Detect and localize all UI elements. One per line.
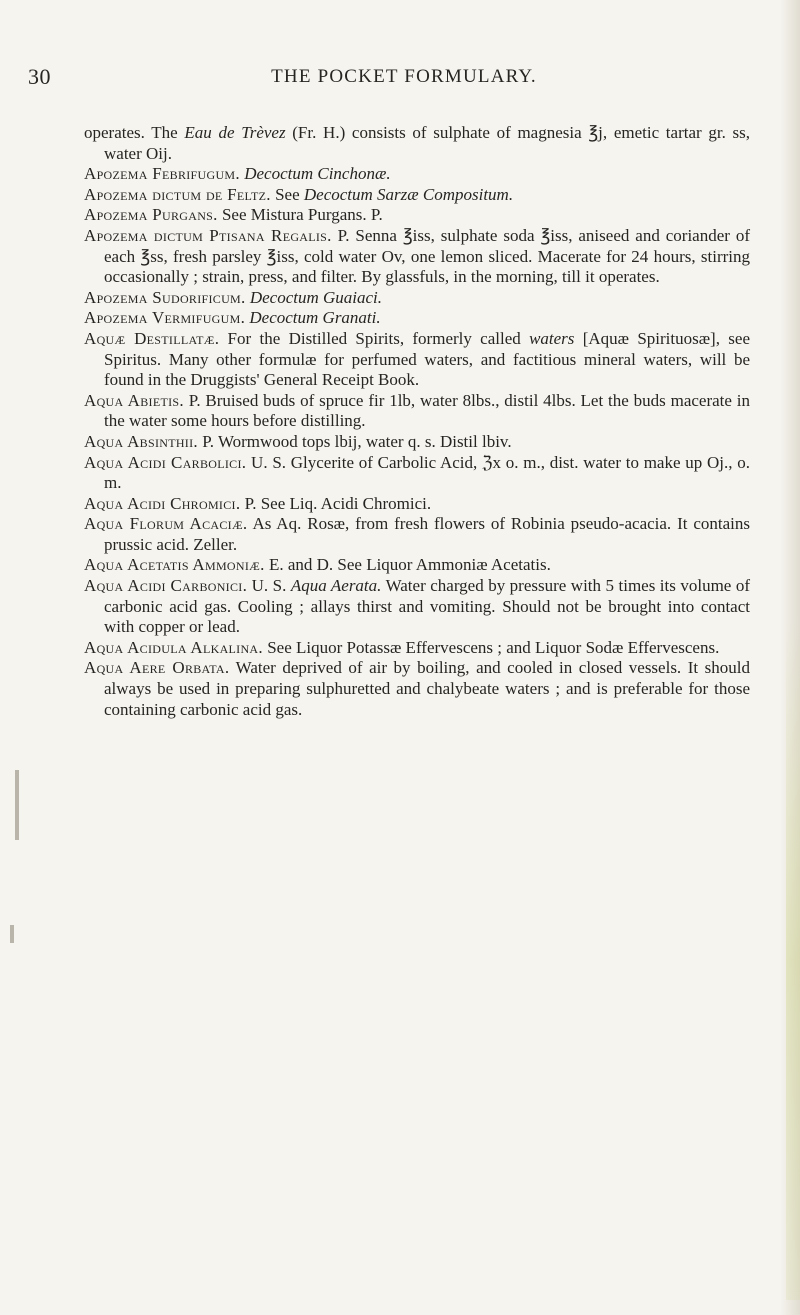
entry-tail: Water charged by pressure with 5 times its volume of carbonic acid gas. Cooling ; allays thirst and vomiting. Should not be brought into contact with copper or lead. xyxy=(104,576,750,637)
entry-text: See Mistura Purgans. P. xyxy=(217,205,383,225)
running-title: THE POCKET FORMULARY. xyxy=(271,66,537,87)
entry-text: E. and D. See Liquor Ammoniæ Acetatis. xyxy=(264,555,551,575)
entry-text: P. Senna ℥iss, sulphate soda ℥iss, aniseed and coriander of each ℥ss, fresh parsley ℥iss, cold water Ov, one lemon sliced. Macerate for 24 hours, stirring occasionally ; strain, press, and filter. By glassfuls, in the morning, till it operates. xyxy=(104,225,751,287)
entry-aqua-florum-acaciae xyxy=(84,514,750,555)
entry-italic: Decoctum Granati. xyxy=(249,308,381,328)
entry-headword: Aquæ Destillatæ. xyxy=(84,328,220,348)
entry-italic: waters xyxy=(529,328,575,348)
entry-text: U. S. Glycerite of Carbolic Acid, ℨx o. m., dist. water to make up Oj., o. m. xyxy=(104,452,750,493)
entry-aqua-acidula-alkalina xyxy=(84,638,750,659)
entry-headword: Aqua Aere Orbata. xyxy=(84,658,230,678)
entry-text: U. S. xyxy=(247,576,291,596)
entry-headword: Apozema dictum Ptisana Regalis. xyxy=(84,225,332,245)
entry-headword: Aqua Florum Acaciæ. xyxy=(84,514,248,534)
formulary-text xyxy=(84,123,750,720)
entry-headword: Aqua Acidi Chromici. xyxy=(84,493,241,513)
entry-headword: Apozema dictum de Feltz. xyxy=(84,184,271,204)
entry-headword: Aqua Abietis. xyxy=(84,390,184,410)
entry-headword: Aqua Acidula Alkalina. xyxy=(84,637,263,657)
page-edge-stain xyxy=(786,620,800,1300)
entry-headword: Apozema Purgans. xyxy=(84,205,218,225)
entry-text: P. Bruised buds of spruce fir 1lb, water 8lbs., distil 4lbs. Let the buds macerate in the water some hours before distilling. xyxy=(104,390,750,431)
entry-text: P. See Liq. Acidi Chromici. xyxy=(240,493,432,513)
entry-aqua-aere-orbata xyxy=(84,658,750,720)
entry-apozema-vermifugum xyxy=(84,308,750,329)
entry-headword: Aqua Acetatis Ammoniæ. xyxy=(84,555,265,575)
entry-italic: Decoctum Sarzæ Compositum. xyxy=(303,184,514,204)
entry-headword: Apozema Febrifugum. xyxy=(84,164,240,184)
entry-aqua-acidi-carbolici xyxy=(84,453,750,494)
entry-tail: (Fr. H.) consists of sulphate of magnesia ℥j, emetic tartar gr. ss, water Oij. xyxy=(104,123,750,163)
margin-mark xyxy=(15,770,19,840)
entry-text: See Liquor Potassæ Effervescens ; and Liquor Sodæ Effervescens. xyxy=(262,637,720,657)
entry-apozema-purgans xyxy=(84,205,750,226)
entry-tail: [Aquæ Spirituosæ], see Spiritus. Many other formulæ for perfumed waters, and factitious mineral waters, will be found in the Druggists' General Receipt Book. xyxy=(104,328,750,390)
entry-aqua-acidi-carbonici xyxy=(84,576,750,638)
entry-apozema-ptisana-regalis xyxy=(84,226,750,288)
entry-italic: Decoctum Cinchonæ. xyxy=(244,164,391,184)
entry-text: For the Distilled Spirits, formerly called xyxy=(219,328,530,348)
margin-mark xyxy=(10,925,14,943)
entry-headword: Apozema Sudorificum. xyxy=(84,287,246,307)
entry-aquae-destillatae xyxy=(84,329,750,391)
entry-headword: Aqua Acidi Carbolici. xyxy=(84,452,247,472)
entry-headword: Apozema Vermifugum. xyxy=(84,308,246,328)
entry-aqua-abietis xyxy=(84,391,750,432)
entry-text: P. Wormwood tops lbij, water q. s. Distil lbiv. xyxy=(197,431,512,451)
entry-eau-de-treves xyxy=(84,123,750,164)
entry-italic: Eau de Trèvez xyxy=(184,123,286,142)
entry-apozema-febrifugum xyxy=(84,164,750,185)
running-header xyxy=(28,64,740,94)
entry-italic: Decoctum Guaiaci. xyxy=(249,287,383,307)
entry-aqua-absinthii xyxy=(84,432,750,453)
entry-italic: Aqua Aerata. xyxy=(290,576,382,596)
entry-apozema-de-feltz xyxy=(84,185,750,206)
page-number: 30 xyxy=(28,64,51,89)
entry-text: Water deprived of air by boiling, and cooled in closed vessels. It should always be used in preparing sulphuretted and chalybeate waters ; and is preferable for those containing carbonic acid gas. xyxy=(104,658,750,719)
entry-text: operates. The xyxy=(84,123,185,142)
entry-headword: Aqua Absinthii. xyxy=(84,431,198,451)
entry-headword: Aqua Acidi Carbonici. xyxy=(84,576,248,596)
entry-aqua-acetatis-ammoniae xyxy=(84,555,750,576)
entry-aqua-acidi-chromici xyxy=(84,494,750,515)
entry-apozema-sudorificum xyxy=(84,288,750,309)
entry-text: See xyxy=(270,184,304,204)
entry-text: As Aq. Rosæ, from fresh flowers of Robinia pseudo-acacia. It contains prussic acid. Zeller. xyxy=(104,514,751,554)
